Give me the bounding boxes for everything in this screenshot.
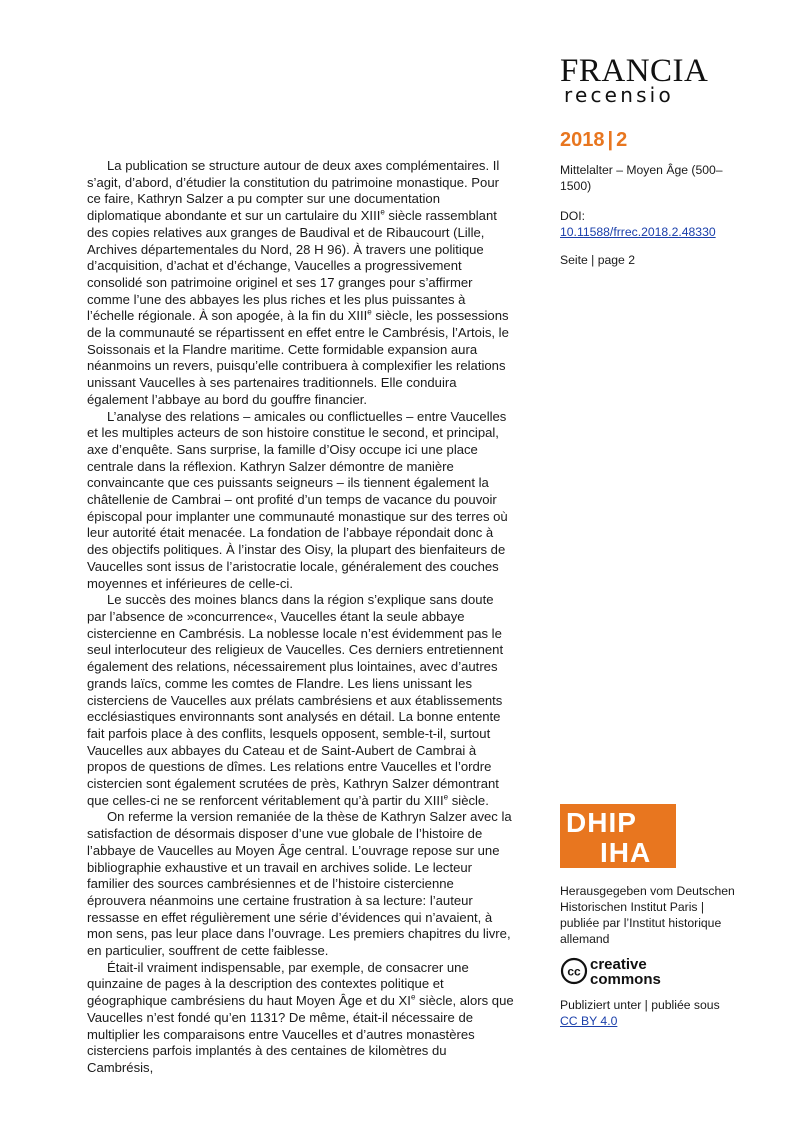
- cc-commons-text: commons: [590, 971, 661, 986]
- doi-link[interactable]: 10.11588/frrec.2018.2.48330: [560, 225, 716, 239]
- body-paragraph: [87, 592, 515, 809]
- dhip-iha-logo: [560, 804, 676, 868]
- issue-separator: |: [607, 129, 614, 151]
- issue-number: [560, 128, 740, 152]
- paragraph-text: La publication se structure autour de deux axes complémentaires. Il s’agit, d’abord, d’étudier la constitution du patrimoine monastique. Pour ce faire, Kathryn Salzer a pu compter sur une documentation diplomatique abondante et sur un cartulaire du XIII: [87, 158, 500, 224]
- ordinal-superscript: e: [380, 207, 385, 217]
- paragraph-text: siècle.: [448, 792, 489, 808]
- license-block: [560, 997, 740, 1029]
- review-body-text: [87, 158, 515, 1077]
- publisher-statement: Herausgegeben vom Deutschen Historischen Institut Paris | publiée par l’Institut historique allemand: [560, 884, 735, 946]
- paragraph-text: L’analyse des relations – amicales ou conflictuelles – entre Vaucelles et les multiples acteurs de son histoire constitue le second, et principal, axe d’enquête. Sans surprise, la famille d’Oisy occupe ici une place centrale dans la réflexion. Kathryn Salzer démontre de manière convaincante que ces puissants seigneurs – ils tiennent également la châtellenie de Cambrai – ont profité d’un temps de vacance du pouvoir épiscopal pour implanter une communauté monastique sur des terres où leur autorité était menacée. La fondation de l’abbaye répondait donc à des objectifs politiques. À l’instar des Oisy, la plupart des bienfaiteurs de Vaucelles sont issus de l’aristocratie locale, généralement des couches moyennes et inférieures de celle-ci.: [87, 408, 508, 591]
- doi-label: DOI:: [560, 209, 586, 223]
- paragraph-text: siècle, les possessions de la communauté se répartissent en effet entre le Cambrésis, l’Artois, le Soissonais et la Flandre maritime. Cette formidable expansion aura néanmoins un revers, puisqu’elle contribuera à complexifier les relations unissant Vaucelles à ses partenaires traditionnels. Elle conduira également l’abbaye au bord du gouffre financier.: [87, 308, 509, 407]
- dhip-logo-line2: IHA: [600, 837, 652, 868]
- creative-commons-logo: [560, 956, 690, 986]
- logo-recensio-text: recensio: [564, 83, 674, 107]
- dhip-logo-line1: DHIP: [566, 807, 637, 838]
- license-link[interactable]: CC BY 4.0: [560, 1014, 618, 1028]
- ordinal-superscript: e: [367, 307, 372, 317]
- category-label: Mittelalter – Moyen Âge (500–1500): [560, 163, 723, 193]
- cc-creative-text: creative: [590, 956, 647, 973]
- ordinal-superscript: e: [443, 792, 449, 802]
- body-paragraph: [87, 158, 515, 409]
- page-label: Seite | page 2: [560, 253, 635, 267]
- ordinal-superscript: e: [410, 992, 416, 1002]
- doi-block: [560, 208, 740, 240]
- paragraph-text: siècle, alors que Vaucelles n’est fondé qu’en 1131? De même, était-il nécessaire de multiplier les comparaisons entre Vaucelles et d’autres monastères cisterciens parfois implantés à des centaines de kilomètres du Cambrésis,: [87, 993, 514, 1075]
- francia-recensio-logo: [560, 53, 716, 107]
- issue-no: 2: [616, 129, 628, 151]
- cc-circle-text: cc: [567, 964, 581, 979]
- license-label: Publiziert unter | publiée sous: [560, 998, 720, 1012]
- logo-francia-text: FRANCIA: [560, 53, 709, 89]
- paragraph-text: On referme la version remaniée de la thèse de Kathryn Salzer avec la satisfaction de désormais disposer d’une vue globale de l’histoire de l’abbaye de Vaucelles au Moyen Âge central. L’ouvrage repose sur une bibliographie exhaustive et un travail en archives solide. Le lecteur familier des sources cambrésiennes et de l’histoire cistercienne éprouvera néanmoins une certaine frustration à sa lecture: l’auteur ressasse en effet régulièrement une série d’évidences qui n’avaient, à mon sens, pas leur place dans l’ouvrage. Les premiers chapitres du livre, en particulier, souffrent de cette faiblesse.: [87, 809, 512, 959]
- issue-year: 2018: [560, 129, 605, 151]
- body-paragraph: [87, 409, 515, 593]
- paragraph-text: Le succès des moines blancs dans la région s’explique sans doute par l’absence de »concurrence«, Vaucelles étant la seule abbaye cistercienne en Cambrésis. La noblesse locale n’est évidemment pas le seul interlocuteur des religieux de Vaucelles. Ces derniers entretiennent également des relations, nécessairement plus lointaines, avec d’autres grands laïcs, comme les comtes de Flandre. Les liens unissant les cisterciens de Vaucelles aux prélats cambrésiens et aux établissements ecclésiastiques environnants sont analysés en détail. La bonne entente fait parfois place à des conflits, lesquels opposent, semble-t-il, surtout Vaucelles aux abbayes du Cateau et de Saint-Aubert de Cambrai à propos de questions de dîmes. Les relations entre Vaucelles et l’ordre cistercien sont également scrutées de près, Kathryn Salzer démontrant que celles-ci ne se renforcent véritablement qu’à partir du XIII: [87, 592, 504, 808]
- body-paragraph: [87, 809, 515, 959]
- paragraph-text: Était-il vraiment indispensable, par exemple, de consacrer une quinzaine de pages à la description des contextes politique et géographique cambrésiens du haut Moyen Âge et du XI: [87, 959, 469, 1009]
- body-paragraph: [87, 960, 515, 1077]
- paragraph-text: siècle rassemblant des copies relatives aux granges de Baudival et de Ribaucourt (Lille, Archives départementales du Nord, 28 H 96). À travers une politique d’acquisition, d’achat et d’échange, Vaucelles a progressivement consolidé son patrimoine originel et ses 17 granges pour s’affirmer comme l’une des abbayes les plus riches et les plus puissantes à l’échelle régionale. À son apogée, à la fin du XIII: [87, 208, 497, 324]
